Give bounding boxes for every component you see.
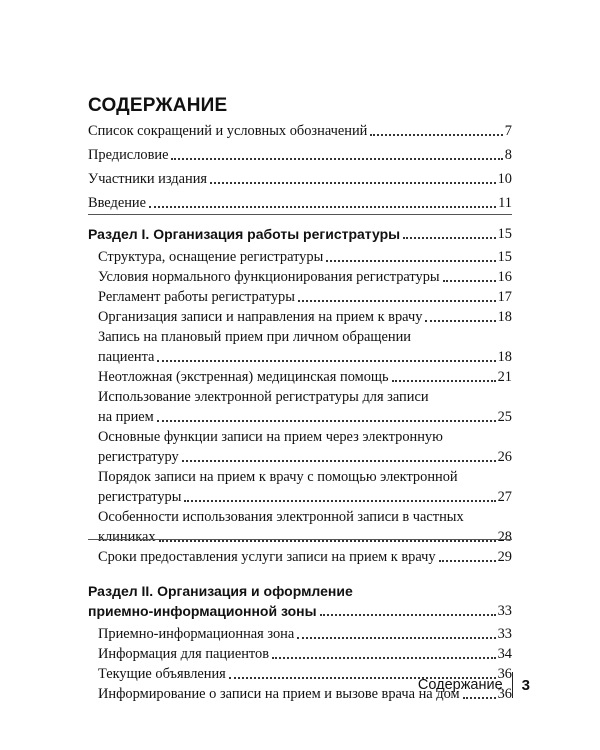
dot-leader: [182, 460, 496, 462]
toc-entry-label: Список сокращений и условных обозначений: [88, 123, 368, 139]
toc-entry-label: Регламент работы регистратуры: [98, 289, 295, 305]
toc-entry-page: 8: [504, 147, 512, 163]
section-heading-label-cont: приемно-информационной зоны: [88, 603, 317, 619]
dot-leader: [443, 280, 496, 282]
toc-entry-page: 27: [497, 489, 512, 505]
toc-entry[interactable]: [98, 307, 512, 327]
toc-entry-label: Приемно-информационная зона: [98, 626, 295, 642]
toc-entry-page: 17: [497, 289, 512, 305]
toc-entry-label: Организация записи и направления на прием к врачу: [98, 309, 423, 325]
dot-leader: [370, 134, 502, 136]
section-heading-page: 33: [497, 603, 512, 619]
toc-entry[interactable]: [98, 367, 512, 387]
section-heading-page: 15: [497, 226, 512, 242]
dot-leader: [297, 637, 495, 639]
toc-entry-page: 18: [497, 349, 512, 365]
toc-entry-page: 10: [497, 171, 512, 187]
toc-title: СОДЕРЖАНИЕ: [88, 95, 228, 116]
toc-entry-page: 34: [497, 646, 512, 662]
section-heading-label: Раздел I. Организация работы регистратуры: [88, 226, 401, 242]
toc-entry-label-cont: клиниках: [98, 529, 156, 545]
toc-entry-label-cont: регистратуры: [98, 489, 182, 505]
dot-leader: [184, 500, 495, 502]
dot-leader: [425, 320, 495, 322]
toc-entry[interactable]: [98, 287, 512, 307]
toc-entry[interactable]: [98, 644, 512, 664]
toc-entry-page: 18: [497, 309, 512, 325]
toc-entry-label: Введение: [88, 195, 147, 211]
toc-entry-preface[interactable]: [88, 145, 512, 165]
toc-entry-page: 15: [497, 249, 512, 265]
toc-entry[interactable]: [98, 327, 512, 367]
section-separator: [88, 539, 512, 540]
toc-entry-page: 26: [497, 449, 512, 465]
dot-leader: [392, 380, 496, 382]
toc-entry-page: 21: [497, 369, 512, 385]
toc-entry-label: Основные функции записи на прием через электронную: [98, 429, 443, 445]
toc-entry[interactable]: [98, 267, 512, 287]
toc-entry-page: 28: [497, 529, 512, 545]
toc-entry-contributors[interactable]: [88, 169, 512, 189]
toc-entry[interactable]: [98, 247, 512, 267]
toc-entry-page: 29: [497, 549, 512, 565]
footer-label: Содержание: [417, 677, 503, 693]
toc-entry-label: Структура, оснащение регистратуры: [98, 249, 324, 265]
footer-divider: [512, 672, 513, 698]
dot-leader: [326, 260, 495, 262]
dot-leader: [403, 237, 496, 239]
toc-entry-label-cont: регистратуру: [98, 449, 179, 465]
section-separator: [88, 214, 512, 215]
toc-entry-label: Запись на плановый прием при личном обращении: [98, 329, 411, 345]
table-of-contents: [88, 121, 512, 704]
toc-entry-label-cont: пациента: [98, 349, 155, 365]
toc-entry-label: Участники издания: [88, 171, 208, 187]
toc-section-1-heading[interactable]: [88, 224, 512, 244]
toc-entry[interactable]: [98, 387, 512, 427]
toc-entry[interactable]: [98, 427, 512, 467]
toc-entry-label: Сроки предоставления услуги записи на прием к врачу: [98, 549, 436, 565]
page-number: 3: [521, 676, 530, 694]
toc-entry-label: Информирование о записи на прием и вызове врача на дом: [98, 686, 460, 702]
toc-entry-page: 36: [497, 666, 512, 682]
dot-leader: [210, 182, 496, 184]
toc-entry[interactable]: [98, 507, 512, 547]
toc-entry-page: 7: [504, 123, 512, 139]
toc-entry-label: Предисловие: [88, 147, 169, 163]
dot-leader: [149, 206, 496, 208]
toc-entry-introduction[interactable]: [88, 193, 512, 213]
dot-leader: [298, 300, 496, 302]
toc-entry-label: Неотложная (экстренная) медицинская помощь: [98, 369, 389, 385]
toc-entry-page: 36: [497, 686, 512, 702]
toc-entry-label: Особенности использования электронной записи в частных: [98, 509, 464, 525]
toc-entry-label: Порядок записи на прием к врачу с помощью электронной: [98, 469, 458, 485]
section-heading-label: Раздел II. Организация и оформление: [88, 583, 353, 599]
toc-entry-page: 33: [497, 626, 512, 642]
dot-leader: [272, 657, 496, 659]
toc-entry-label: Условия нормального функционирования регистратуры: [98, 269, 440, 285]
dot-leader: [171, 158, 502, 160]
dot-leader: [157, 420, 496, 422]
toc-entry-label-cont: на прием: [98, 409, 154, 425]
toc-entry-label: Информация для пациентов: [98, 646, 269, 662]
toc-entry[interactable]: [98, 624, 512, 644]
dot-leader: [157, 360, 495, 362]
dot-leader: [159, 540, 496, 542]
dot-leader: [439, 560, 496, 562]
toc-entry-page: 11: [498, 195, 512, 211]
toc-entry-abbreviations[interactable]: [88, 121, 512, 141]
toc-entry-label: Текущие объявления: [98, 666, 226, 682]
toc-section-2-heading[interactable]: [88, 581, 512, 621]
running-footer: [418, 672, 530, 698]
toc-entry[interactable]: [98, 547, 512, 567]
toc-entry-page: 16: [497, 269, 512, 285]
toc-entry-page: 25: [497, 409, 512, 425]
dot-leader: [320, 614, 496, 616]
toc-entry[interactable]: [98, 467, 512, 507]
toc-entry-label: Использование электронной регистратуры для записи: [98, 389, 429, 405]
